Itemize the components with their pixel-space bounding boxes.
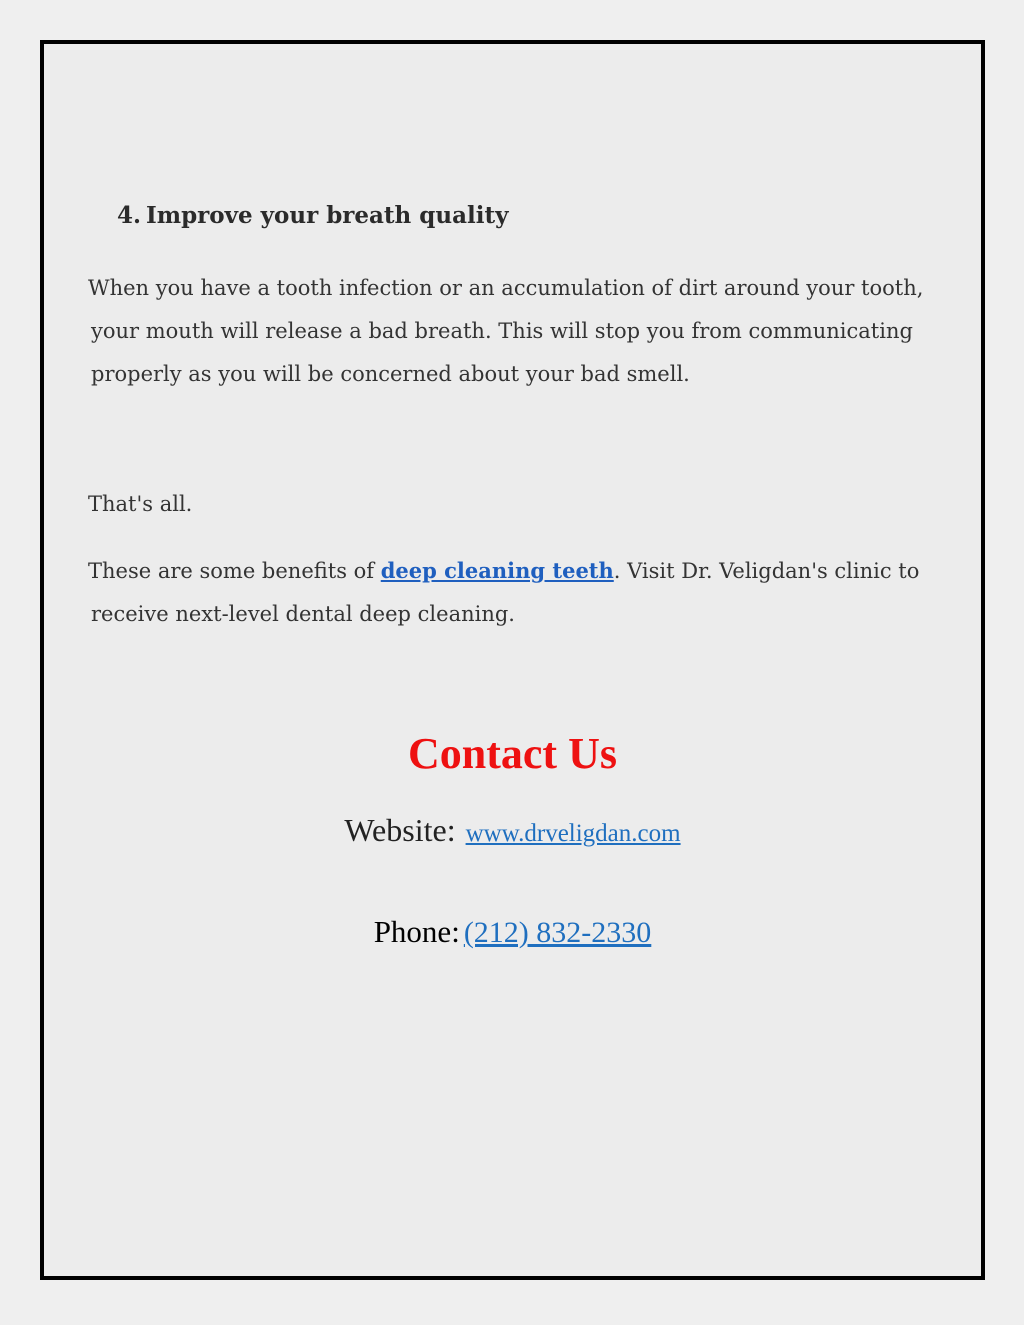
website-link[interactable]: www.drveligdan.com xyxy=(465,820,681,847)
document-page xyxy=(40,40,985,1280)
section-heading xyxy=(117,202,508,229)
contact-title: Contact Us xyxy=(408,729,617,778)
thats-all-paragraph xyxy=(88,483,968,526)
paragraph-line: properly as you will be concerned about your bad smell. xyxy=(91,362,690,386)
phone-link[interactable]: (212) 832-2330 xyxy=(463,916,652,949)
section-number: 4. xyxy=(117,202,142,229)
website-label: Website: xyxy=(344,812,456,848)
section-title: Improve your breath quality xyxy=(146,202,509,229)
paragraph-line: When you have a tooth infection or an accumulation of dirt around your tooth, xyxy=(88,276,924,300)
phone-label: Phone: xyxy=(373,914,460,949)
breath-paragraph xyxy=(88,267,968,396)
benefits-line-2: receive next-level dental deep cleaning. xyxy=(91,602,515,626)
thats-all-text: That's all. xyxy=(88,492,193,516)
deep-cleaning-link[interactable]: deep cleaning teeth xyxy=(380,558,614,583)
benefits-prefix: These are some benefits of xyxy=(88,559,381,583)
website-row xyxy=(44,812,981,849)
phone-row xyxy=(44,914,981,950)
paragraph-line: your mouth will release a bad breath. This will stop you from communicating xyxy=(91,319,913,343)
benefits-paragraph xyxy=(88,549,968,636)
benefits-line-1 xyxy=(88,549,968,593)
benefits-suffix: . Visit Dr. Veligdan's clinic to xyxy=(613,559,920,583)
